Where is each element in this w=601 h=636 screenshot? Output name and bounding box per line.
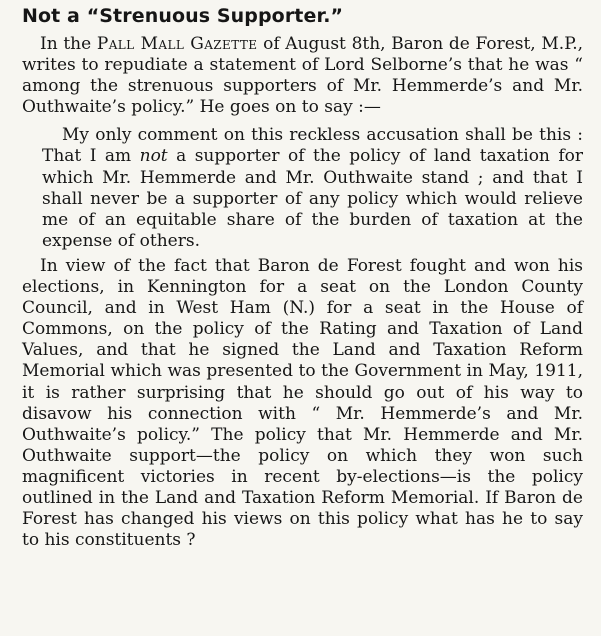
quote-emphasis: not — [139, 146, 168, 167]
quote-text-start: My only comment on this reckless accusation shall be this : That I am — [42, 125, 583, 167]
quote-text-end: a supporter of the policy of land taxation for which Mr. Hemmerde and Mr. Outhwaite stand ; and that I shall never be a supporter of any policy which would relieve me of an equitable share of the burden of taxation at the expense of others. — [42, 146, 583, 251]
intro-text-start: In the — [40, 34, 97, 54]
commentary-paragraph: In view of the fact that Baron de Forest fought and won his elections, in Kennington for a seat on the London County Council, and in West Ham (N.) for a seat in the House of Commons, on the policy of the Rating and Taxation of Land Values, and that he signed the Land and Taxation Reform Memorial which was presented to the Government in May, 1911, it is rather surprising that he should go out of his way to disavow his connection with “ Mr. Hemmerde’s and Mr. Outhwaite’s policy.” The policy that Mr. Hemmerde and Mr. Outhwaite support—the policy on which they won such magnificent victories in recent by-elections—is the policy outlined in the Land and Taxation Reform Memorial. If Baron de Forest has changed his views on this policy what has he to say to his constituents ? — [22, 255, 583, 551]
intro-text-end: of August 8th, Baron de Forest, M.P., writes to repudiate a statement of Lord Selborne’s that he was “ among the strenuous supporters of Mr. Hemmerde’s and Mr. Outhwaite’s policy.” He goes on to say :— — [22, 34, 584, 118]
publication-name: Pall Mall Gazette — [96, 34, 258, 54]
intro-paragraph — [22, 34, 583, 118]
article-headline: Not a “Strenuous Supporter.” — [22, 5, 344, 27]
quoted-statement — [22, 125, 583, 252]
